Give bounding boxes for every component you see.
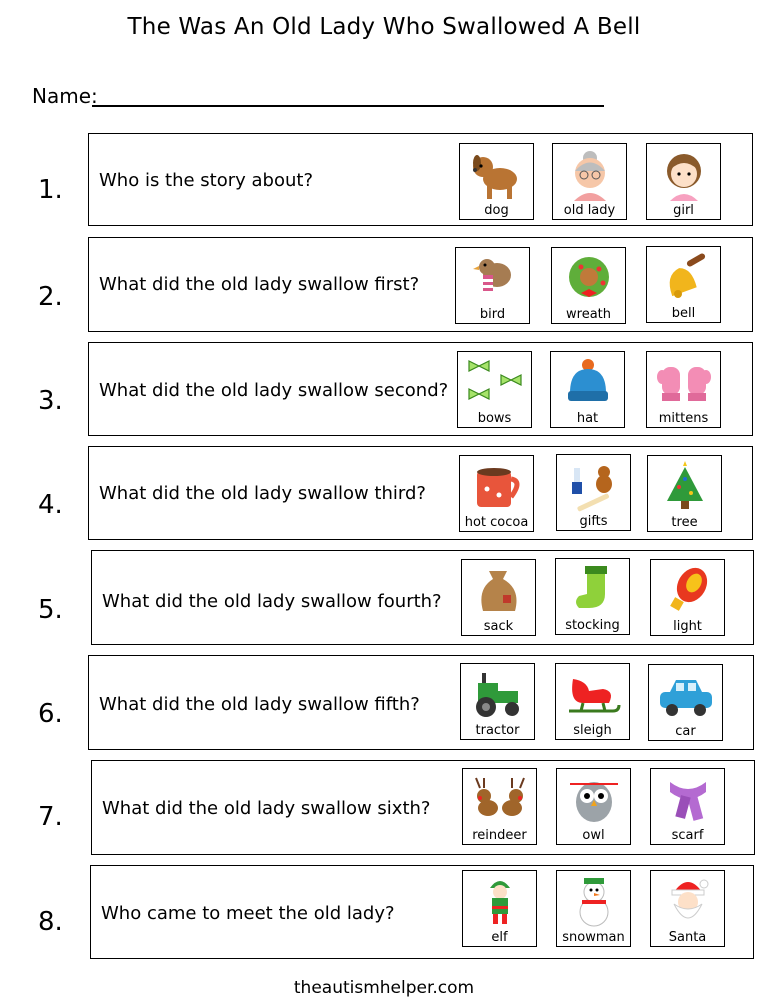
choice-card-hot-cocoa[interactable] bbox=[459, 455, 534, 532]
choice-card-light[interactable] bbox=[650, 559, 725, 636]
choice-label: girl bbox=[673, 203, 694, 218]
reindeer-icon bbox=[470, 774, 530, 826]
choice-card-scarf[interactable] bbox=[650, 768, 725, 845]
choice-card-mittens[interactable] bbox=[646, 351, 721, 428]
hot-cocoa-icon bbox=[467, 461, 527, 513]
choice-card-hat[interactable] bbox=[550, 351, 625, 428]
wreath-icon bbox=[559, 253, 619, 305]
bows-icon bbox=[465, 357, 525, 409]
question-number: 7. bbox=[38, 802, 63, 832]
car-icon bbox=[656, 670, 716, 722]
tree-icon bbox=[655, 461, 715, 513]
choice-label: light bbox=[673, 619, 702, 634]
choice-card-old-lady[interactable] bbox=[552, 143, 627, 220]
question-number: 5. bbox=[38, 595, 63, 625]
old-lady-icon bbox=[560, 149, 620, 201]
choice-card-tree[interactable] bbox=[647, 455, 722, 532]
scarf-icon bbox=[658, 774, 718, 826]
choice-label: bird bbox=[479, 307, 506, 322]
question-number: 4. bbox=[38, 490, 63, 520]
choice-label: mittens bbox=[658, 411, 709, 426]
gifts-icon bbox=[564, 460, 624, 512]
choice-card-sack[interactable] bbox=[461, 559, 536, 636]
choice-card-bows[interactable] bbox=[457, 351, 532, 428]
choice-card-bell[interactable] bbox=[646, 246, 721, 323]
question-text: What did the old lady swallow second? bbox=[99, 380, 449, 401]
question-text: What did the old lady swallow fourth? bbox=[102, 591, 442, 612]
elf-icon bbox=[470, 876, 530, 928]
question-text: What did the old lady swallow first? bbox=[99, 274, 420, 295]
question-text: Who came to meet the old lady? bbox=[101, 903, 395, 924]
santa-icon bbox=[658, 876, 718, 928]
choice-label: tree bbox=[671, 515, 698, 530]
choice-card-reindeer[interactable] bbox=[462, 768, 537, 845]
choice-label: hat bbox=[576, 411, 599, 426]
choice-card-girl[interactable] bbox=[646, 143, 721, 220]
snowman-icon bbox=[564, 876, 624, 928]
choice-label: old lady bbox=[563, 203, 616, 218]
hat-icon bbox=[558, 357, 618, 409]
choice-card-gifts[interactable] bbox=[556, 454, 631, 531]
choice-label: car bbox=[675, 724, 696, 739]
owl-icon bbox=[564, 774, 624, 826]
choice-card-elf[interactable] bbox=[462, 870, 537, 947]
name-label: Name: bbox=[32, 84, 98, 108]
sleigh-icon bbox=[563, 669, 623, 721]
name-input-line[interactable] bbox=[92, 105, 604, 107]
question-number: 2. bbox=[38, 282, 63, 312]
question-text: What did the old lady swallow fifth? bbox=[99, 694, 420, 715]
question-number: 1. bbox=[38, 175, 63, 205]
choice-label: snowman bbox=[562, 930, 625, 945]
question-text: Who is the story about? bbox=[99, 170, 314, 191]
choice-label: bell bbox=[671, 306, 696, 321]
footer-website: theautismhelper.com bbox=[293, 978, 475, 998]
choice-label: dog bbox=[484, 203, 509, 218]
tractor-icon bbox=[468, 669, 528, 721]
girl-icon bbox=[654, 149, 714, 201]
mittens-icon bbox=[654, 357, 714, 409]
choice-card-bird[interactable] bbox=[455, 247, 530, 324]
choice-label: stocking bbox=[565, 618, 620, 633]
choice-label: elf bbox=[491, 930, 508, 945]
choice-label: reindeer bbox=[472, 828, 527, 843]
stocking-icon bbox=[563, 564, 623, 616]
light-icon bbox=[658, 565, 718, 617]
choice-card-snowman[interactable] bbox=[556, 870, 631, 947]
question-text: What did the old lady swallow sixth? bbox=[102, 798, 431, 819]
choice-card-wreath[interactable] bbox=[551, 247, 626, 324]
choice-label: sack bbox=[483, 619, 514, 634]
choice-card-stocking[interactable] bbox=[555, 558, 630, 635]
choice-label: scarf bbox=[671, 828, 704, 843]
choice-card-sleigh[interactable] bbox=[555, 663, 630, 740]
choice-label: sleigh bbox=[573, 723, 612, 738]
choice-card-santa[interactable] bbox=[650, 870, 725, 947]
dog-icon bbox=[467, 149, 527, 201]
choice-label: bows bbox=[477, 411, 512, 426]
question-text: What did the old lady swallow third? bbox=[99, 483, 426, 504]
choice-label: wreath bbox=[566, 307, 611, 322]
question-number: 8. bbox=[38, 907, 63, 937]
sack-icon bbox=[469, 565, 529, 617]
choice-card-owl[interactable] bbox=[556, 768, 631, 845]
choice-label: Santa bbox=[668, 930, 707, 945]
choice-card-car[interactable] bbox=[648, 664, 723, 741]
page-title: The Was An Old Lady Who Swallowed A Bell bbox=[127, 14, 641, 40]
choice-label: tractor bbox=[475, 723, 520, 738]
bird-icon bbox=[463, 253, 523, 305]
choice-card-tractor[interactable] bbox=[460, 663, 535, 740]
choice-label: hot cocoa bbox=[464, 515, 529, 530]
question-number: 6. bbox=[38, 699, 63, 729]
bell-icon bbox=[654, 252, 714, 304]
question-number: 3. bbox=[38, 386, 63, 416]
choice-label: gifts bbox=[579, 514, 608, 529]
choice-card-dog[interactable] bbox=[459, 143, 534, 220]
choice-label: owl bbox=[582, 828, 605, 843]
